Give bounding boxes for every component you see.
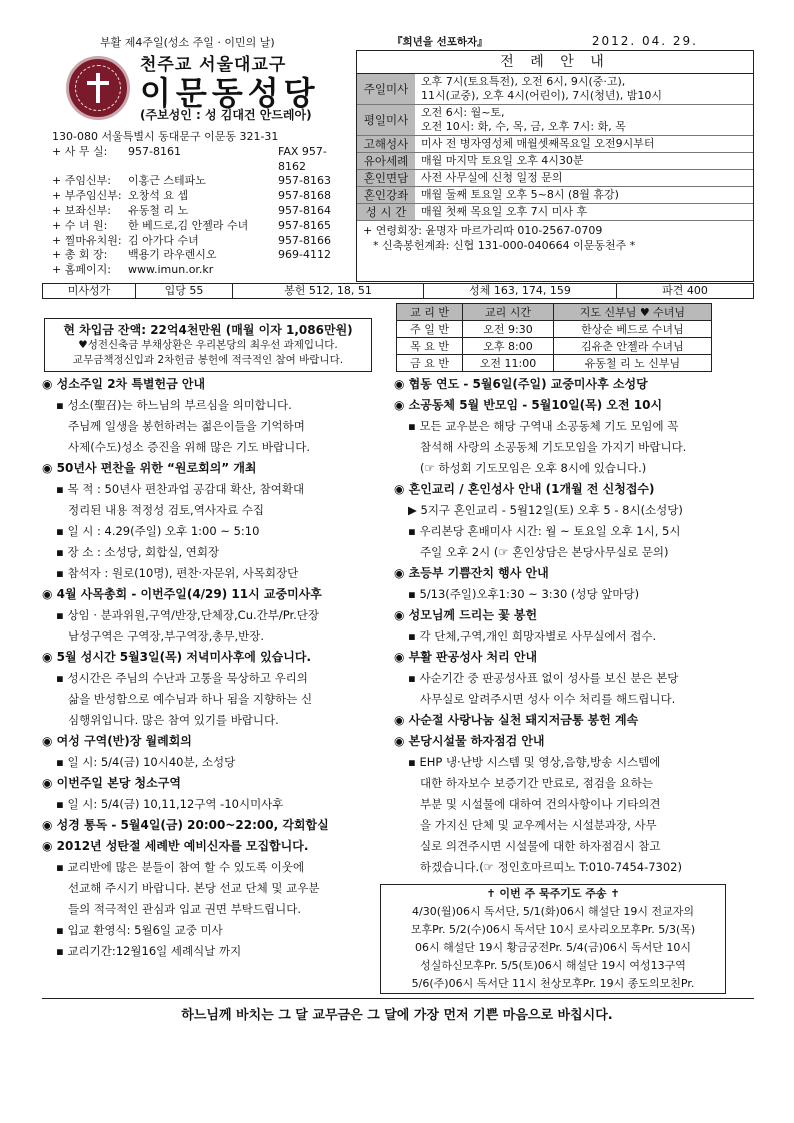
contact-row (52, 204, 352, 219)
notice-text: 정리된 내용 적정성 검토,역사자료 수집 (68, 503, 265, 517)
liturgy-line: 매월 마지막 토요일 오후 4시30분 (421, 154, 584, 167)
table-cell: 한상순 베드로 수녀님 (553, 321, 711, 338)
notice-text: ▪ 일 시: 5/4(금) 10시40분, 소성당 (56, 755, 236, 769)
contact-key: + 찔마유치원: (52, 233, 122, 247)
loan-balance: 현 차입금 잔액: 22억4천만원 (매월 이자 1,086만원) (63, 323, 353, 337)
notice-text: 주일 오후 2시 (☞ 혼인상담은 본당사무실로 문의) (420, 545, 669, 559)
notice-text: 주님께 일생을 봉헌하려는 젊은이들을 기억하며 (68, 419, 305, 433)
notice-heading: ◉ 초등부 기쁨잔치 행사 안내 (394, 566, 549, 580)
liturgy-line: 오전 6시: 월~토, (421, 106, 505, 119)
notice-heading: ◉ 50년사 편찬을 위한 “원로회의” 개최 (42, 461, 257, 475)
notice-text: ▪ 일 시 : 4.29(주일) 오후 1:00 ~ 5:10 (56, 524, 260, 538)
rosary-line: 06시 해설단 19시 황금궁전Pr. 5/4(금)06시 독서단 10시 (414, 941, 692, 954)
notice-heading: ◉ 소공동체 5월 반모임 - 5월10일(목) 오전 10시 (394, 398, 663, 412)
notice-text: ▪ 모든 교우분은 해당 구역내 소공동체 기도 모임에 꼭 (408, 419, 679, 433)
contact-value: 백용기 라우렌시오 (128, 248, 217, 262)
liturgy-row (357, 74, 753, 105)
catechism-table (396, 303, 712, 372)
contact-phone: 957-8163 (278, 174, 331, 188)
funeral-committee: + 연령회장: 윤명자 마르가리따 010-2567-0709 (363, 224, 603, 237)
notice-heading: ◉ 5월 성시간 5월3일(목) 저녁미사후에 있습니다. (42, 650, 312, 664)
contact-value: 오창석 요 셉 (128, 189, 189, 203)
contact-key: + 총 회 장: (52, 248, 108, 262)
liturgy-times (415, 153, 753, 169)
liturgy-label: 유아세례 (357, 153, 415, 169)
notice-heading: ◉ 2012년 성탄절 세례반 예비신자를 모집합니다. (42, 839, 309, 853)
notice-text: 들의 적극적인 관심과 입교 권면 부탁드립니다. (68, 902, 302, 916)
notice-text: ▪ 일 시: 5/4(금) 10,11,12구역 -10시미사후 (56, 797, 284, 811)
liturgy-label: 성 시 간 (357, 204, 415, 220)
contact-phone: 957-8165 (278, 218, 331, 232)
notice-heading: ◉ 본당시설물 하자점검 안내 (394, 734, 545, 748)
notice-heading: ◉ 부활 판공성사 처리 안내 (394, 650, 538, 664)
loan-balance-box (44, 318, 372, 372)
hymn-communion: 성체 163, 174, 159 (424, 284, 617, 298)
liturgy-label: 평일미사 (357, 105, 415, 135)
col-guide: 지도 신부님 ♥ 수녀님 (553, 304, 711, 321)
notice-text: 참석해 사랑의 소공동체 기도모임을 가지기 바랍니다. (420, 440, 687, 454)
church-name: 이문동성당 (140, 74, 320, 112)
contact-row (52, 145, 352, 175)
hymn-entrance: 입당 55 (136, 284, 233, 298)
contact-row (52, 234, 352, 249)
contact-value[interactable]: www.imun.or.kr (128, 263, 214, 277)
contact-value: 이홍근 스테파노 (128, 174, 206, 188)
table-row (397, 355, 712, 372)
notice-text: 선교해 주시기 바랍니다. 본당 선교 단체 및 교우분 (68, 881, 320, 895)
notice-text: ▪ EHP 냉·난방 시스템 및 영상,음향,방송 시스템에 (408, 755, 661, 769)
contact-row (52, 189, 352, 204)
right-notices (394, 374, 754, 878)
table-cell: 오후 8:00 (463, 338, 554, 355)
notice-heading: ◉ 성경 통독 - 5월4일(금) 20:00~22:00, 각회합실 (42, 818, 329, 832)
notice-text: ▶ 5지구 혼인교리 - 5월12일(토) 오후 5 - 8시(소성당) (408, 503, 683, 517)
notice-text: ▪ 입교 환영식: 5월6일 교중 미사 (56, 923, 223, 937)
liturgy-line: 오전 10시: 화, 수, 목, 금, 오후 7시: 화, 목 (421, 120, 626, 133)
contact-phone: 957-8166 (278, 233, 331, 247)
table-cell: 오전 9:30 (463, 321, 554, 338)
bulletin-date: 2012. 04. 29. (591, 34, 698, 48)
table-cell: 유동철 리 노 신부님 (553, 355, 711, 372)
left-notices (42, 374, 382, 962)
hymn-recessional: 파견 400 (662, 284, 708, 297)
church-logo-icon (66, 56, 130, 120)
address: 130-080 서울특별시 동대문구 이문동 321-31 (52, 130, 279, 143)
liturgy-row (357, 204, 753, 221)
loan-note-1: ♥성전신축금 부채상환은 우리본당의 최우선 과제입니다. (78, 339, 338, 351)
rosary-title: ✝ 이번 주 묵주기도 주송 ✝ (486, 887, 620, 900)
liturgy-label: 주일미사 (357, 74, 415, 104)
table-row (397, 321, 712, 338)
hymn-strip (42, 283, 754, 299)
notice-text: 대한 하자보수 보증기간 만료로, 점검을 요하는 (420, 776, 654, 790)
contact-key: + 보좌신부: (52, 203, 111, 217)
contact-key: + 주임신부: (52, 174, 111, 188)
liturgy-times (415, 136, 753, 152)
liturgy-times (415, 74, 753, 104)
liturgy-label: 고해성사 (357, 136, 415, 152)
footer-message: 하느님께 바치는 그 달 교무금은 그 달에 가장 먼저 기쁜 마음으로 바칩시다. (181, 1008, 613, 1023)
notice-text: ▪ 참석자 : 원로(10명), 편찬·자문위, 사목회장단 (56, 566, 299, 580)
notice-text: (☞ 하성회 기도모임은 오후 8시에 있습니다.) (420, 461, 647, 475)
liturgy-guide (356, 50, 754, 282)
notice-text: ▪ 우리본당 혼배미사 시간: 월 ~ 토요일 오후 1시, 5시 (408, 524, 681, 538)
notice-heading: ◉ 여성 구역(반)장 월례회의 (42, 734, 192, 748)
notice-text: 을 가지신 단체 및 교우께서는 시설분과장, 사무 (420, 818, 657, 832)
liturgy-times (415, 105, 753, 135)
notice-text: ▪ 성시간은 주님의 수난과 고통을 묵상하고 우리의 (56, 671, 308, 685)
liturgy-row (357, 170, 753, 187)
hymn-offertory: 봉헌 512, 18, 51 (233, 284, 424, 298)
liturgy-line: 사전 사무실에 신청 일정 문의 (421, 171, 563, 184)
notice-heading: ◉ 이번주일 본당 청소구역 (42, 776, 181, 790)
rosary-line: 모후Pr. 5/2(수)06시 독서단 10시 로사리오모후Pr. 5/3(목) (410, 923, 696, 936)
divider (42, 998, 754, 999)
diocese-name: 천주교 서울대교구 (140, 55, 287, 75)
contact-phone: 957-8164 (278, 203, 331, 217)
notice-heading: ◉ 협동 연도 - 5월6일(주일) 교중미사후 소성당 (394, 377, 648, 391)
liturgy-row (357, 153, 753, 170)
liturgy-notes (357, 221, 753, 255)
liturgy-row (357, 105, 753, 136)
notice-heading: ◉ 4월 사목총회 - 이번주일(4/29) 11시 교중미사후 (42, 587, 322, 601)
contact-phone: 969-4112 (278, 248, 331, 262)
notice-text: ▪ 사순기간 중 판공성사표 없이 성사를 보신 분은 본당 (408, 671, 679, 685)
liturgy-line: 매월 둘째 토요일 오후 5~8시 (8월 휴강) (421, 188, 619, 201)
contact-row (52, 219, 352, 234)
contact-key: + 부주임신부: (52, 189, 122, 203)
notice-text: ▪ 목 적 : 50년사 편찬과업 공감대 확산, 참여확대 (56, 482, 305, 496)
building-account: * 신축봉헌계좌: 신협 131-000-040664 이문동천주 * (373, 239, 636, 252)
notice-text: ▪ 각 단체,구역,개인 희망자별로 사무실에서 접수. (408, 629, 657, 643)
notice-text: 하겠습니다.(☞ 정인호마르띠노 T:010-7454-7302) (420, 860, 682, 874)
liturgy-times (415, 187, 753, 203)
notice-text: 사제(수도)성소 증진을 위해 많은 기도 바랍니다. (68, 440, 310, 454)
contact-value: 한 베드로,김 안젤라 수녀 (128, 218, 249, 232)
table-cell: 주 일 반 (397, 321, 463, 338)
liturgy-line: 11시(교중), 오후 4시(어린이), 7시(청년), 밤10시 (421, 89, 662, 102)
contact-value: 김 아가다 수녀 (128, 233, 199, 247)
notice-text: 심행위입니다. 많은 참여 있기를 바랍니다. (68, 713, 279, 727)
notice-heading: ◉ 성소주일 2차 특별헌금 안내 (42, 377, 206, 391)
contact-row (52, 263, 352, 278)
table-cell: 금 요 반 (397, 355, 463, 372)
col-time: 교리 시간 (463, 304, 554, 321)
liturgy-times (415, 204, 753, 220)
table-row (397, 338, 712, 355)
table-cell: 김유춘 안젤라 수녀님 (553, 338, 711, 355)
notice-text: ▪ 교리반에 많은 분들이 참여 할 수 있도록 이웃에 (56, 860, 305, 874)
contact-value: 957-8161 (128, 144, 181, 158)
notice-text: ▪ 장 소 : 소성당, 회합실, 연회장 (56, 545, 220, 559)
contact-phone (278, 263, 352, 278)
hymn-label: 미사성가 (43, 284, 136, 298)
notice-text: ▪ 5/13(주일)오후1:30 ~ 3:30 (성당 앞마당) (408, 587, 640, 601)
rosary-line: 5/6(주)06시 독서단 11시 천상모후Pr. 19시 종도의모친Pr. (411, 977, 695, 990)
notice-text: 사무실로 알려주시면 성사 이수 처리를 해드립니다. (420, 692, 676, 706)
contact-key: + 사 무 실: (52, 144, 108, 158)
contact-phone: FAX 957-8162 (278, 144, 327, 173)
notice-heading: ◉ 사순절 사랑나눔 실천 돼지저금통 봉헌 계속 (394, 713, 639, 727)
notice-text: 실로 의견주시면 시설물에 대한 하자점검시 참고 (420, 839, 661, 853)
liturgy-row (357, 187, 753, 204)
loan-note-2: 교무금책정신입과 2차헌금 봉헌에 적극적인 참여 바랍니다. (72, 354, 344, 366)
notice-heading: ◉ 성모님께 드리는 꽃 봉헌 (394, 608, 538, 622)
contact-value: 유동철 리 노 (128, 203, 189, 217)
rosary-line: 성실하신모후Pr. 5/5(토)06시 해설단 19시 여성13구역 (420, 959, 686, 972)
contact-phone: 957-8168 (278, 189, 331, 203)
table-header (397, 304, 712, 321)
contact-key: + 홈페이지: (52, 263, 111, 277)
liturgy-guide-title: 전 례 안 내 (357, 51, 753, 74)
liturgical-day: 부활 제4주일(성소 주일 · 이민의 날) (100, 36, 275, 49)
liturgy-label: 혼인면담 (357, 170, 415, 186)
rosary-schedule (380, 884, 726, 994)
table-cell: 오전 11:00 (463, 355, 554, 372)
contact-row (52, 248, 352, 263)
col-class: 교 리 반 (397, 304, 463, 321)
notice-text: ▪ 상임 · 분과위원,구역/반장,단체장,Cu.간부/Pr.단장 (56, 608, 320, 622)
liturgy-row (357, 136, 753, 153)
rosary-line: 4/30(월)06시 독서단, 5/1(화)06시 해설단 19시 전교자의 (412, 905, 694, 918)
contact-row (52, 174, 352, 189)
patron-saint: (주보성인 : 성 김대건 안드레아) (140, 108, 312, 122)
notice-text: 남성구역은 구역장,부구역장,총무,반장. (68, 629, 265, 643)
notice-text: ▪ 교리기간:12월16일 세례식날 까지 (56, 944, 242, 958)
notice-text: ▪ 성소(聖召)는 하느님의 부르심을 의미합니다. (56, 398, 292, 412)
notice-heading: ◉ 혼인교리 / 혼인성사 안내 (1개월 전 신청접수) (394, 482, 655, 496)
contact-info (52, 130, 352, 278)
notice-text: 삶을 반성함으로 예수님과 하나 됨을 지향하는 신 (68, 692, 313, 706)
liturgy-line: 미사 전 병자영성체 매월셋째목요일 오전9시부터 (421, 137, 655, 150)
notice-text: 부분 및 시설물에 대하여 건의사항이나 기타의견 (420, 797, 661, 811)
liturgy-label: 혼인강좌 (357, 187, 415, 203)
contact-key: + 수 녀 원: (52, 218, 108, 232)
liturgy-line: 오후 7시(토요특전), 오전 6시, 9시(중·고), (421, 75, 626, 88)
table-cell: 목 요 반 (397, 338, 463, 355)
liturgy-line: 매월 첫째 목요일 오후 7시 미사 후 (421, 205, 588, 218)
liturgy-times (415, 170, 753, 186)
jubilee-motto: 『희년을 선포하자』 (392, 36, 488, 48)
